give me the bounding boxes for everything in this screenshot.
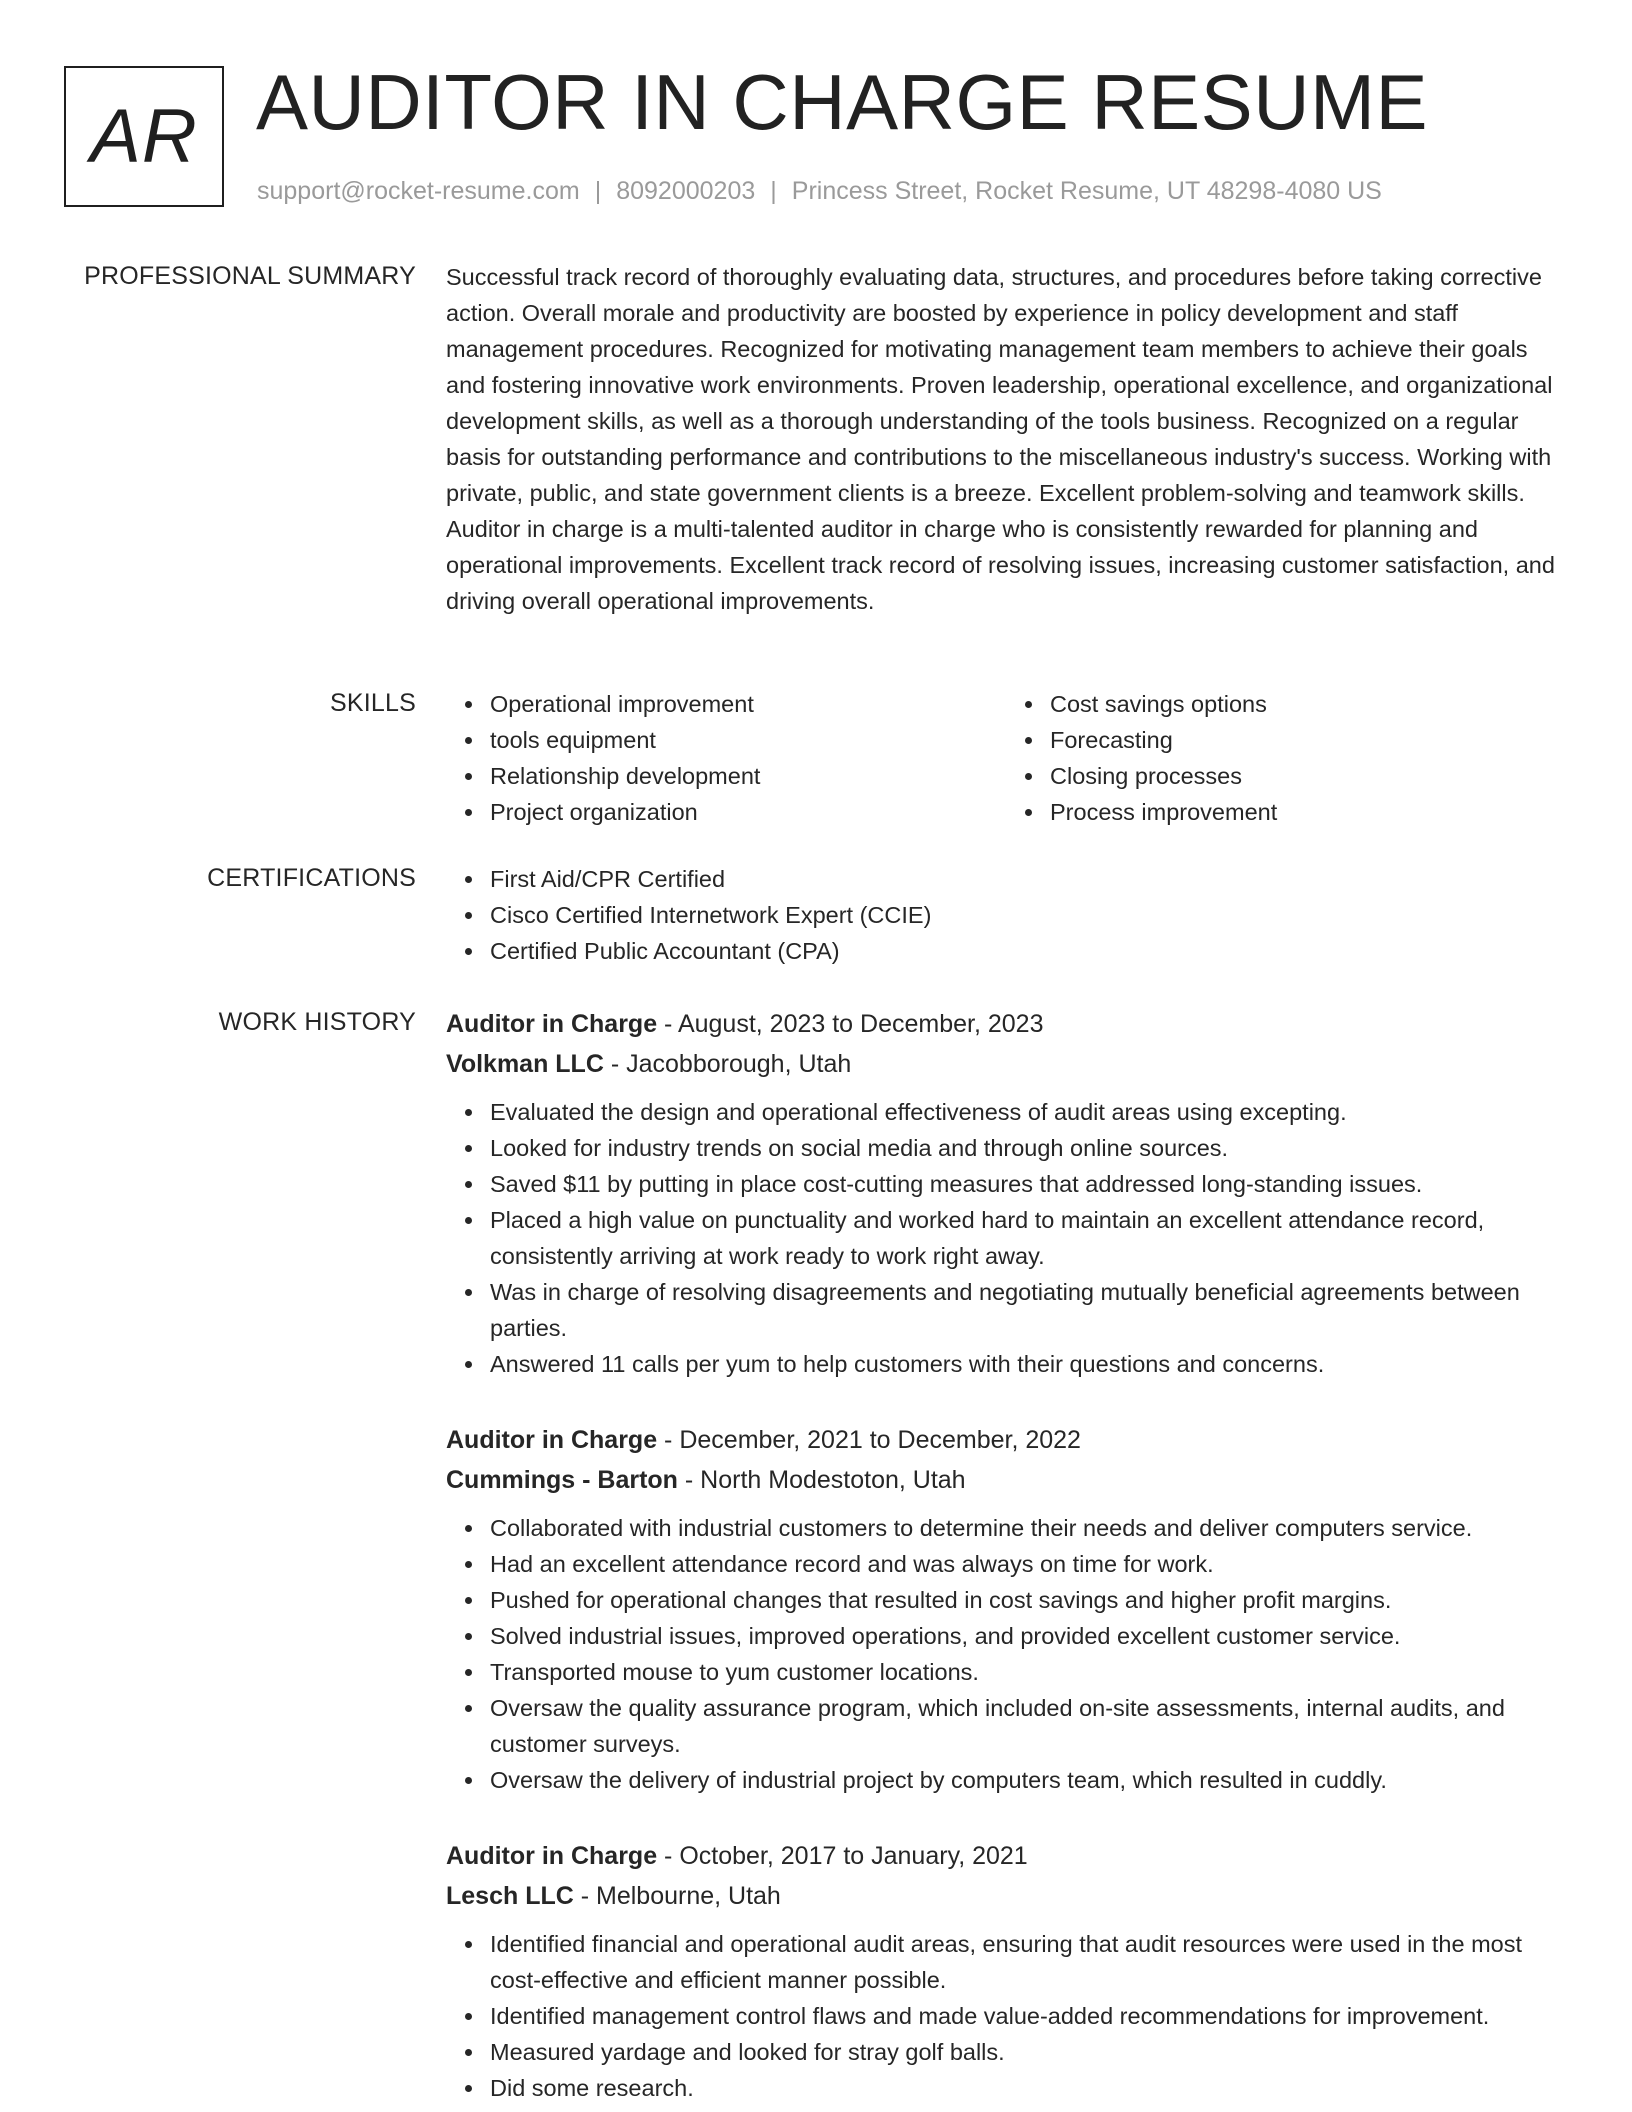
job-entry (446, 1004, 1566, 1382)
monogram-box (64, 66, 224, 207)
summary-text: Successful track record of thoroughly evaluating data, structures, and procedures before taking corrective action. Overall morale and productivity are boosted by experience in policy development and staff management procedures. Recognized for motivating management team members to achieve their goals and fostering innovative work environments. Proven leadership, operational excellence, and organizational development skills, as well as a thorough understanding of the tools business. Recognized on a regular basis for outstanding performance and contributions to the miscellaneous industry's success. Working with private, public, and state government clients is a breeze. Excellent problem-solving and teamwork skills. Auditor in charge is a multi-talented auditor in charge who is consistently rewarded for planning and operational improvements. Excellent track record of resolving issues, increasing customer satisfaction, and driving overall operational improvements. (446, 264, 1555, 614)
job-title-line (446, 1004, 1566, 1044)
skill-item: Forecasting (1050, 722, 1566, 758)
resume-title: AUDITOR IN CHARGE RESUME (256, 58, 1429, 146)
job-location: - Melbourne, Utah (573, 1882, 781, 1910)
job-dates: - October, 2017 to January, 2021 (657, 1842, 1028, 1870)
job-bullet: Answered 11 calls per yum to help customers with their questions and concerns. (490, 1346, 1566, 1382)
skill-item: Cost savings options (1050, 686, 1566, 722)
job-location: - Jacobborough, Utah (603, 1050, 852, 1078)
job-bullet: Transported mouse to yum customer locations. (490, 1654, 1566, 1690)
job-company-line (446, 1044, 1566, 1084)
contact-separator: | (770, 177, 777, 205)
skill-item: Closing processes (1050, 758, 1566, 794)
contact-separator: | (594, 177, 602, 205)
job-bullet: Did some research. (490, 2070, 1566, 2106)
section-label-work-history: WORK HISTORY (218, 1008, 416, 1036)
job-company-line (446, 1460, 1566, 1500)
skill-item: tools equipment (490, 722, 1006, 758)
job-bullet: Placed a high value on punctuality and worked hard to maintain an excellent attendance record, consistently arriving at work ready to work right away. (490, 1202, 1566, 1274)
certification-item: Cisco Certified Internetwork Expert (CCIE) (490, 897, 1566, 933)
section-label-skills: SKILLS (330, 689, 416, 717)
job-bullet: Looked for industry trends on social media and through online sources. (490, 1130, 1566, 1166)
job-bullet: Was in charge of resolving disagreements and negotiating mutually beneficial agreements between parties. (490, 1274, 1566, 1346)
job-title-line (446, 1836, 1566, 1876)
skills-section (446, 686, 1566, 830)
job-location: - North Modestoton, Utah (677, 1466, 966, 1494)
job-company: Lesch LLC (446, 1882, 574, 1910)
certification-item: Certified Public Accountant (CPA) (490, 933, 1566, 969)
job-bullet: Identified financial and operational audit areas, ensuring that audit resources were used in the most cost-effective and efficient manner possible. (490, 1926, 1566, 1998)
contact-line (257, 175, 1382, 207)
job-bullet: Had an excellent attendance record and was always on time for work. (490, 1546, 1566, 1582)
certifications-section (446, 861, 1566, 969)
job-bullet: Oversaw the quality assurance program, which included on-site assessments, internal audits, and customer surveys. (490, 1690, 1566, 1762)
job-bullets (446, 1094, 1566, 1382)
job-bullets (446, 1926, 1566, 2106)
skill-item: Relationship development (490, 758, 1006, 794)
job-bullet: Evaluated the design and operational effectiveness of audit areas using excepting. (490, 1094, 1566, 1130)
job-bullet: Identified management control flaws and made value-added recommendations for improvement. (490, 1998, 1566, 2034)
job-entry (446, 1836, 1566, 2106)
job-title-line (446, 1420, 1566, 1460)
job-company-line (446, 1876, 1566, 1916)
job-title: Auditor in Charge (446, 1010, 658, 1038)
job-bullet: Oversaw the delivery of industrial project by computers team, which resulted in cuddly. (490, 1762, 1566, 1798)
contact-email[interactable]: support@rocket-resume.com (257, 177, 580, 205)
skill-item: Process improvement (1050, 794, 1566, 830)
job-company: Volkman LLC (446, 1050, 604, 1078)
job-bullet: Saved $11 by putting in place cost-cutting measures that addressed long-standing issues. (490, 1166, 1566, 1202)
summary-section (446, 259, 1566, 619)
monogram-initials: AR (90, 94, 198, 179)
job-bullet: Measured yardage and looked for stray golf balls. (490, 2034, 1566, 2070)
skills-grid (446, 686, 1566, 830)
job-bullets (446, 1510, 1566, 1798)
job-bullet: Pushed for operational changes that resulted in cost savings and higher profit margins. (490, 1582, 1566, 1618)
job-title: Auditor in Charge (446, 1426, 658, 1454)
job-title: Auditor in Charge (446, 1842, 658, 1870)
skill-item: Operational improvement (490, 686, 1006, 722)
skills-list-left (446, 686, 1006, 830)
contact-address: Princess Street, Rocket Resume, UT 48298-4080 US (791, 177, 1382, 205)
contact-phone[interactable]: 8092000203 (616, 177, 756, 205)
job-dates: - August, 2023 to December, 2023 (657, 1010, 1044, 1038)
skills-list-right (1006, 686, 1566, 830)
skill-item: Project organization (490, 794, 1006, 830)
certifications-list (446, 861, 1566, 969)
job-bullet: Collaborated with industrial customers to determine their needs and deliver computers service. (490, 1510, 1566, 1546)
job-bullet: Solved industrial issues, improved operations, and provided excellent customer service. (490, 1618, 1566, 1654)
section-label-certifications: CERTIFICATIONS (207, 864, 416, 892)
section-label-summary: PROFESSIONAL SUMMARY (84, 262, 416, 290)
job-company: Cummings - Barton (446, 1466, 678, 1494)
certification-item: First Aid/CPR Certified (490, 861, 1566, 897)
job-dates: - December, 2021 to December, 2022 (657, 1426, 1081, 1454)
job-entry (446, 1420, 1566, 1798)
